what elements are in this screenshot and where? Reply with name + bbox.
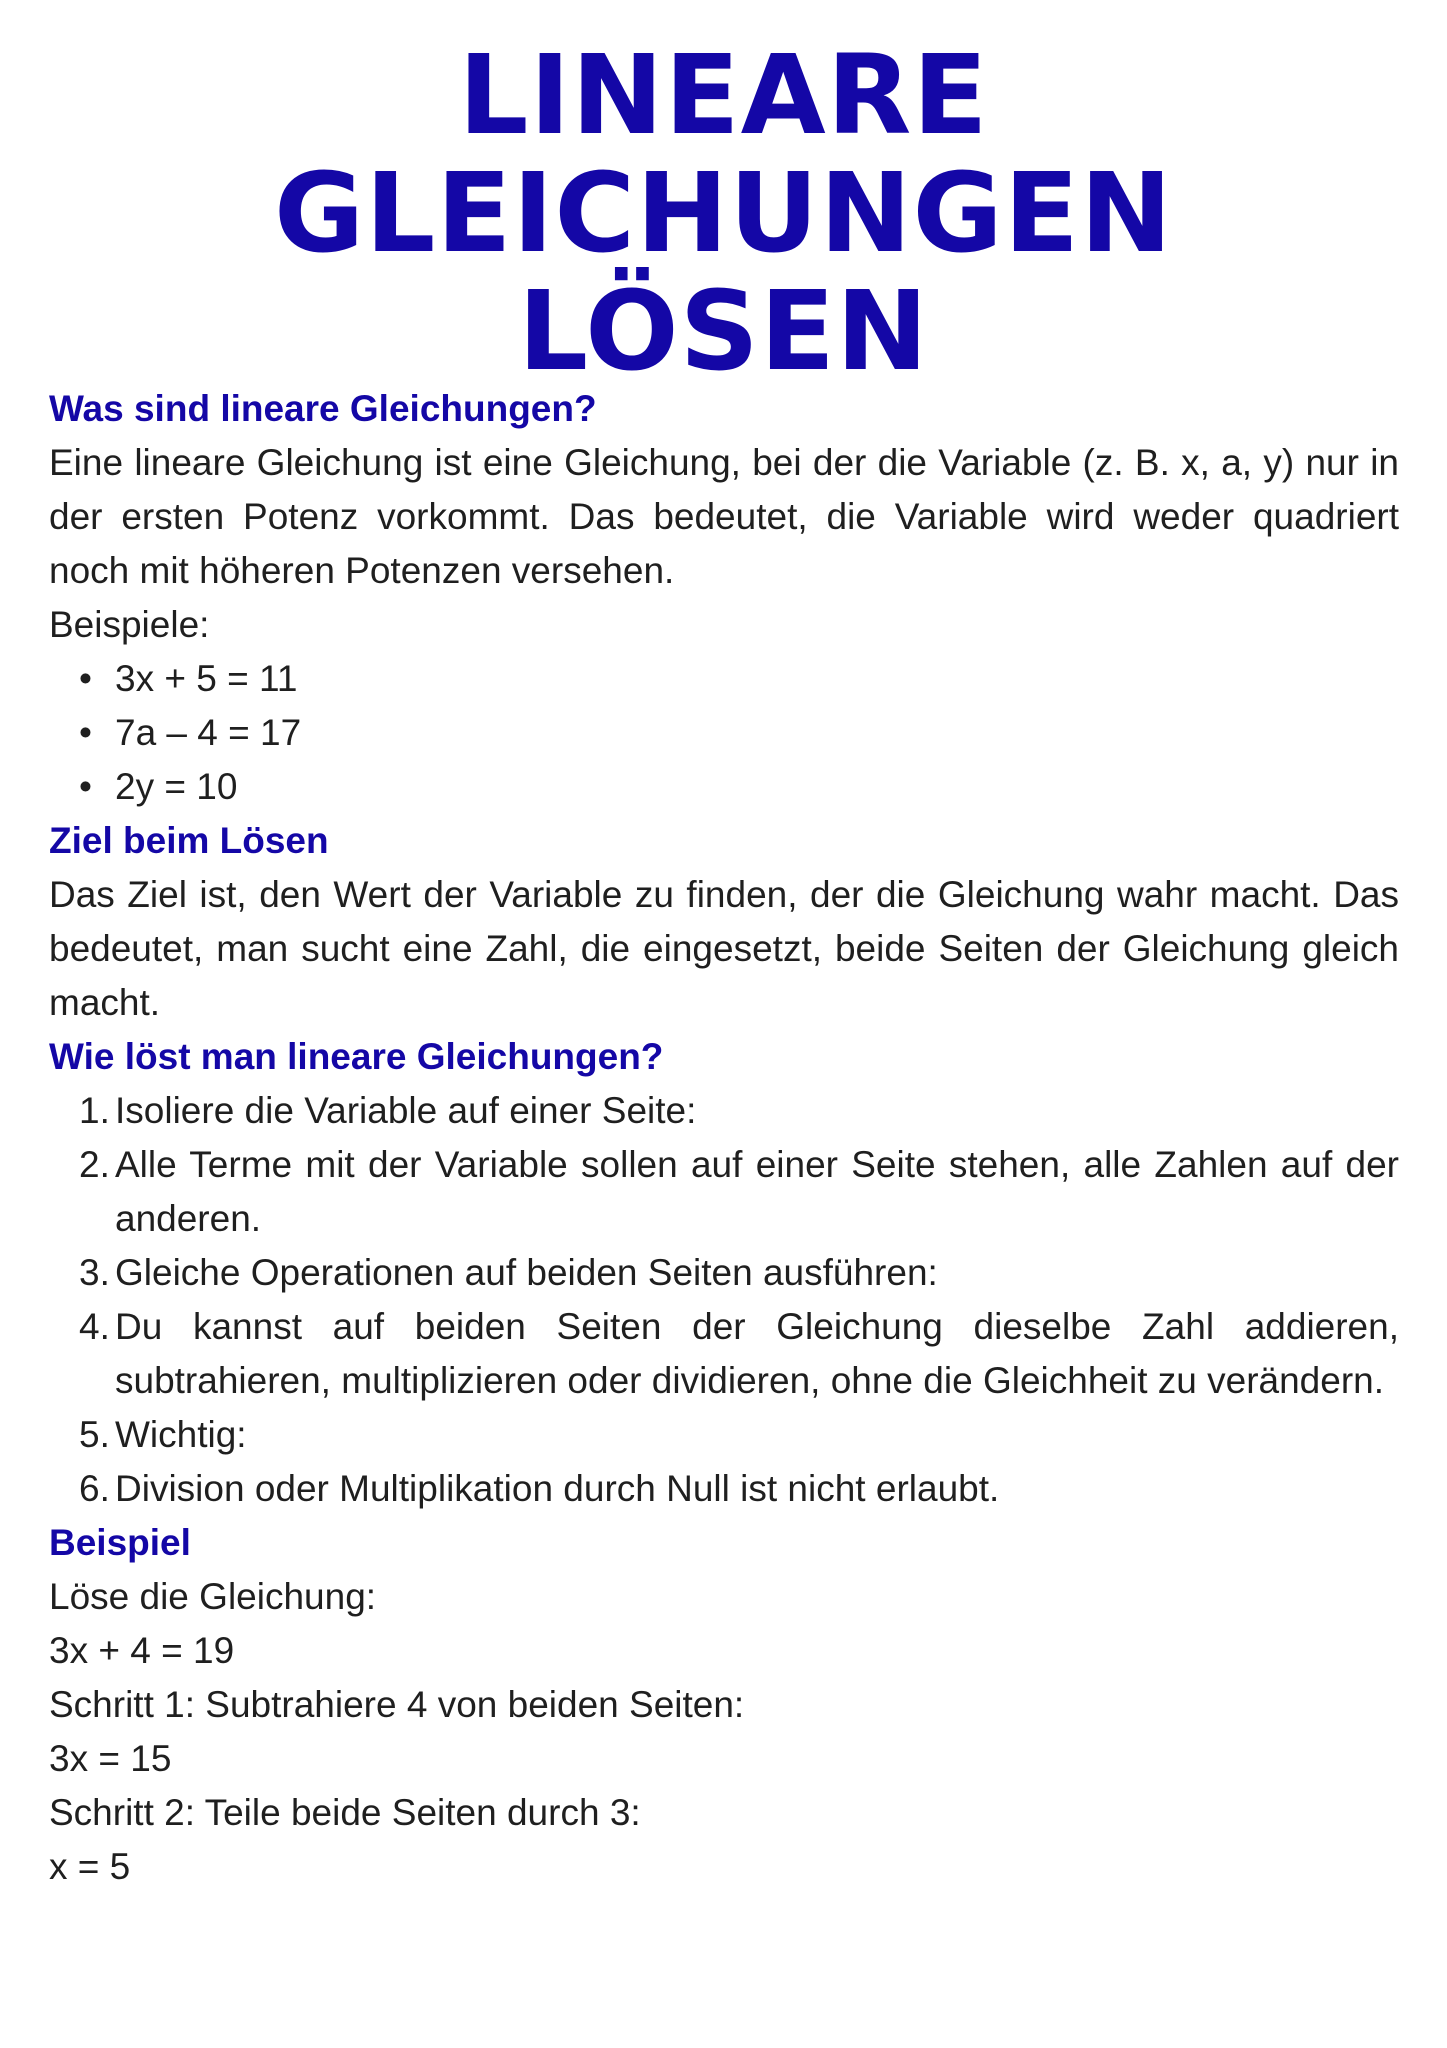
example-equation-start: 3x + 4 = 19 xyxy=(49,1630,235,1671)
examples-label: Beispiele: xyxy=(49,604,210,645)
example-solution: x = 5 xyxy=(49,1846,131,1887)
example-equation: 2y = 10 xyxy=(115,766,238,807)
example-intermediate: 3x = 15 xyxy=(49,1738,172,1779)
step-text: Isoliere die Variable auf einer Seite: xyxy=(115,1090,697,1131)
step-number: 5. xyxy=(79,1414,110,1455)
page-title xyxy=(0,0,1447,395)
example-equation: 7a – 4 = 17 xyxy=(115,712,302,753)
list-item xyxy=(79,760,1399,814)
list-item xyxy=(79,1138,1399,1246)
list-item xyxy=(79,1462,1399,1516)
examples-list xyxy=(49,652,1399,814)
step-text: Du kannst auf beiden Seiten der Gleichung dieselbe Zahl addieren, subtrahieren, multiplizieren oder dividieren, ohne die Gleichheit zu verändern. xyxy=(115,1306,1399,1401)
title-line-1: LINEARE GLEICHUNGEN xyxy=(273,31,1174,277)
section-heading-definition: Was sind lineare Gleichungen? xyxy=(49,388,597,429)
list-item xyxy=(79,706,1399,760)
list-item xyxy=(79,1300,1399,1408)
document-body xyxy=(49,382,1399,1894)
step-number: 2. xyxy=(79,1144,110,1185)
list-item xyxy=(79,652,1399,706)
title-line-2: LÖSEN xyxy=(517,267,930,395)
step-text: Alle Terme mit der Variable sollen auf einer Seite stehen, alle Zahlen auf der anderen. xyxy=(115,1144,1399,1239)
list-item xyxy=(79,1084,1399,1138)
example-equation: 3x + 5 = 11 xyxy=(115,658,298,699)
step-number: 1. xyxy=(79,1090,110,1131)
goal-paragraph: Das Ziel ist, den Wert der Variable zu finden, der die Gleichung wahr macht. Das bedeutet, man sucht eine Zahl, die eingesetzt, beide Seiten der Gleichung gleich macht. xyxy=(49,874,1399,1023)
step-text: Wichtig: xyxy=(115,1414,247,1455)
step-text: Gleiche Operationen auf beiden Seiten ausführen: xyxy=(115,1252,938,1293)
section-heading-goal: Ziel beim Lösen xyxy=(49,820,329,861)
example-instruction: Löse die Gleichung: xyxy=(49,1576,377,1617)
example-step-1: Schritt 1: Subtrahiere 4 von beiden Seiten: xyxy=(49,1684,745,1725)
list-item xyxy=(79,1246,1399,1300)
step-number: 6. xyxy=(79,1468,110,1509)
bullet-icon: • xyxy=(79,712,92,753)
section-heading-example: Beispiel xyxy=(49,1522,191,1563)
section-heading-method: Wie löst man lineare Gleichungen? xyxy=(49,1036,664,1077)
definition-paragraph: Eine lineare Gleichung ist eine Gleichung, bei der die Variable (z. B. x, a, y) nur in der ersten Potenz vorkommt. Das bedeutet, die Variable wird weder quadriert noch mit höheren Potenzen versehen. xyxy=(49,442,1399,591)
example-step-2: Schritt 2: Teile beide Seiten durch 3: xyxy=(49,1792,641,1833)
step-number: 3. xyxy=(79,1252,110,1293)
steps-list xyxy=(49,1084,1399,1516)
bullet-icon: • xyxy=(79,658,92,699)
bullet-icon: • xyxy=(79,766,92,807)
step-text: Division oder Multiplikation durch Null ist nicht erlaubt. xyxy=(115,1468,1000,1509)
step-number: 4. xyxy=(79,1306,110,1347)
list-item xyxy=(79,1408,1399,1462)
